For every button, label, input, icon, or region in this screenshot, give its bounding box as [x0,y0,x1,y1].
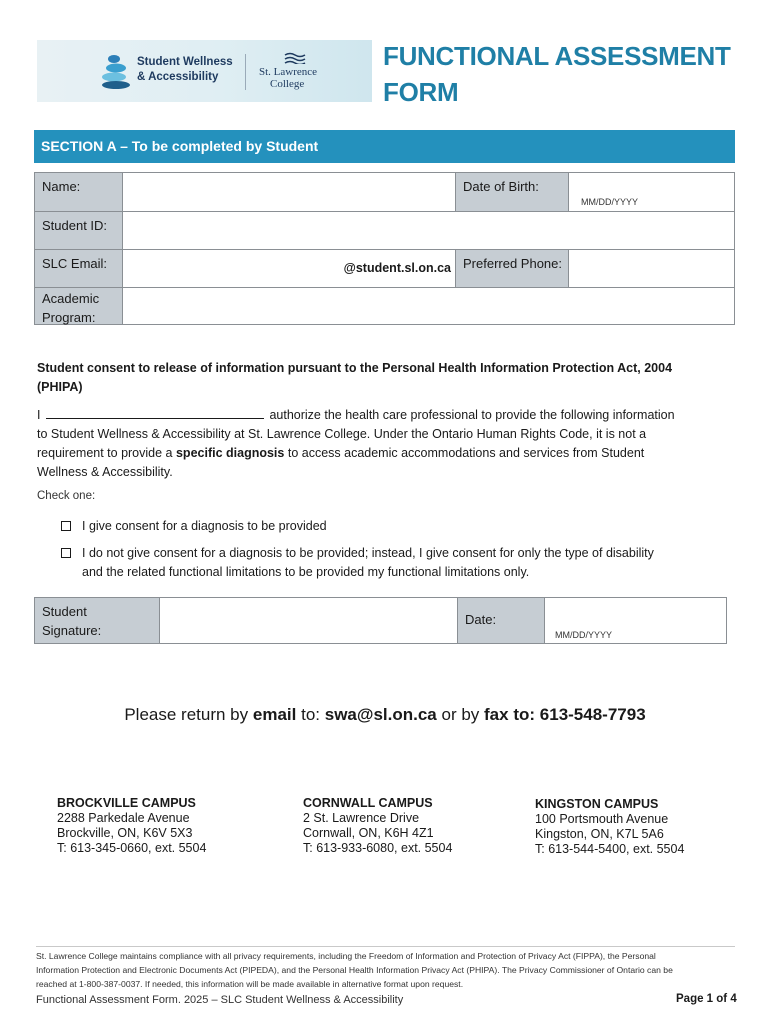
dob-field[interactable] [568,173,734,211]
return-fax-number: 613-548-7793 [539,705,646,724]
campus-kingston [535,797,684,857]
name-label: Name: [35,173,122,211]
student-id-label: Student ID: [35,211,122,249]
consent-heading [37,359,735,397]
college-name-line2: College [270,78,305,90]
campus-phone: T: 613-933-6080, ext. 5504 [303,841,453,855]
consent-heading-line1: Student consent to release of information pursuant to the Personal Health Information Protection Act, 2004 [37,361,673,375]
return-fax-word: fax [484,705,509,724]
return-email-word: email [252,705,297,724]
consent-paragraph [37,405,735,482]
consent-option2-checkbox[interactable] [61,548,71,558]
return-to-1: to: [301,705,320,724]
page-number: Page 1 of 4 [676,993,737,1005]
campus-brockville [57,796,206,856]
campus-cornwall [303,796,452,856]
consent-option2-line2: and the related functional limitations to be provided my functional limitations only. [82,565,530,579]
student-id-field[interactable] [122,211,734,249]
logo-text-line2: & Accessibility [137,71,219,83]
consent-option2-label [82,544,737,582]
signature-date-field[interactable] [544,598,726,643]
email-domain-suffix: @student.sl.on.ca [343,261,451,275]
academic-program-label [35,287,122,324]
logo-divider [245,54,246,90]
page-title-line1: FUNCTIONAL ASSESSMENT [383,41,731,71]
academic-program-label-line1: Academic [42,291,100,306]
campus-name: KINGSTON CAMPUS [535,797,659,811]
campus-name: CORNWALL CAMPUS [303,796,433,810]
consent-line1-rest: authorize the health care professional to provide the following information [269,408,675,422]
logo-text-line1: Student Wellness [137,56,233,68]
consent-line3-pre: requirement to provide a [37,446,173,460]
consent-option1-label: I give consent for a diagnosis to be provided [82,519,327,533]
campus-street: 2288 Parkedale Avenue [57,811,190,825]
return-to-2: to: [513,705,536,724]
return-or-by: or by [441,705,480,724]
student-info-table [34,172,735,325]
stacked-stones-icon [99,54,133,90]
page-title-line2: FORM [383,77,459,107]
preferred-phone-field[interactable] [568,249,734,287]
slc-email-field[interactable] [122,249,455,287]
consent-heading-line2: (PHIPA) [37,380,83,394]
campus-phone: T: 613-345-0660, ext. 5504 [57,841,207,855]
privacy-notice-line1: St. Lawrence College maintains compliance with all privacy requirements, including the Freedom of Information and Protection of Privacy Act (FIPPA), the Personal [36,951,656,961]
signature-label-line1: Student [42,604,87,619]
dob-label: Date of Birth: [455,173,568,211]
campus-city: Kingston, ON, K7L 5A6 [535,827,664,841]
campus-city: Cornwall, ON, K6H 4Z1 [303,826,434,840]
section-a-header: SECTION A – To be completed by Student [34,130,735,163]
footer-form-name: Functional Assessment Form. 2025 – SLC Student Wellness & Accessibility [36,994,404,1006]
check-one-label: Check one: [37,490,96,502]
campus-city: Brockville, ON, K6V 5X3 [57,826,193,840]
campus-street: 2 St. Lawrence Drive [303,811,420,825]
campus-name: BROCKVILLE CAMPUS [57,796,196,810]
campus-phone: T: 613-544-5400, ext. 5504 [535,842,685,856]
academic-program-label-line2: Program: [42,310,96,325]
signature-label-line2: Signature: [42,623,102,638]
preferred-phone-label: Preferred Phone: [455,249,568,287]
slc-email-label: SLC Email: [35,249,122,287]
signature-table [34,597,727,644]
college-wave-icon [284,52,306,64]
consent-line4: Wellness & Accessibility. [37,465,173,479]
return-instructions [0,705,770,725]
return-pre: Please return by [124,705,249,724]
dob-hint: MM/DD/YYYY [581,197,639,207]
signature-date-label: Date: [457,598,544,643]
name-field[interactable] [122,173,455,211]
consent-i: I [37,408,41,422]
footer-divider [36,946,735,947]
consent-line3-bold: specific diagnosis [175,446,285,460]
academic-program-field[interactable] [122,287,734,324]
page-title [383,38,753,110]
campus-street: 100 Portsmouth Avenue [535,812,669,826]
signature-field[interactable] [159,598,457,643]
consent-option2-line1: I do not give consent for a diagnosis to be provided; instead, I give consent for only the type of disability [82,546,654,560]
student-name-blank[interactable] [46,405,264,419]
consent-line3-post: to access academic accommodations and services from Student [287,446,645,460]
logo-banner [37,40,372,102]
consent-option1-checkbox[interactable] [61,521,71,531]
signature-label [35,598,159,643]
signature-date-hint: MM/DD/YYYY [555,630,613,640]
consent-line2: to Student Wellness & Accessibility at St. Lawrence College. Under the Ontario Human Rights Code, it is not a [37,427,647,441]
privacy-notice-line3: reached at 1-800-387-0037. If needed, this information will be made available in alternative format upon request. [36,979,464,989]
privacy-notice-line2: Information Protection and Electronic Documents Act (PIPEDA), and the Personal Health Information Privacy Act (PHIPA). The Privacy Commissioner of Ontario can be [36,965,673,975]
privacy-notice [36,949,735,991]
return-email-link[interactable]: swa@sl.on.ca [324,705,437,724]
college-name-line1: St. Lawrence [259,66,318,78]
